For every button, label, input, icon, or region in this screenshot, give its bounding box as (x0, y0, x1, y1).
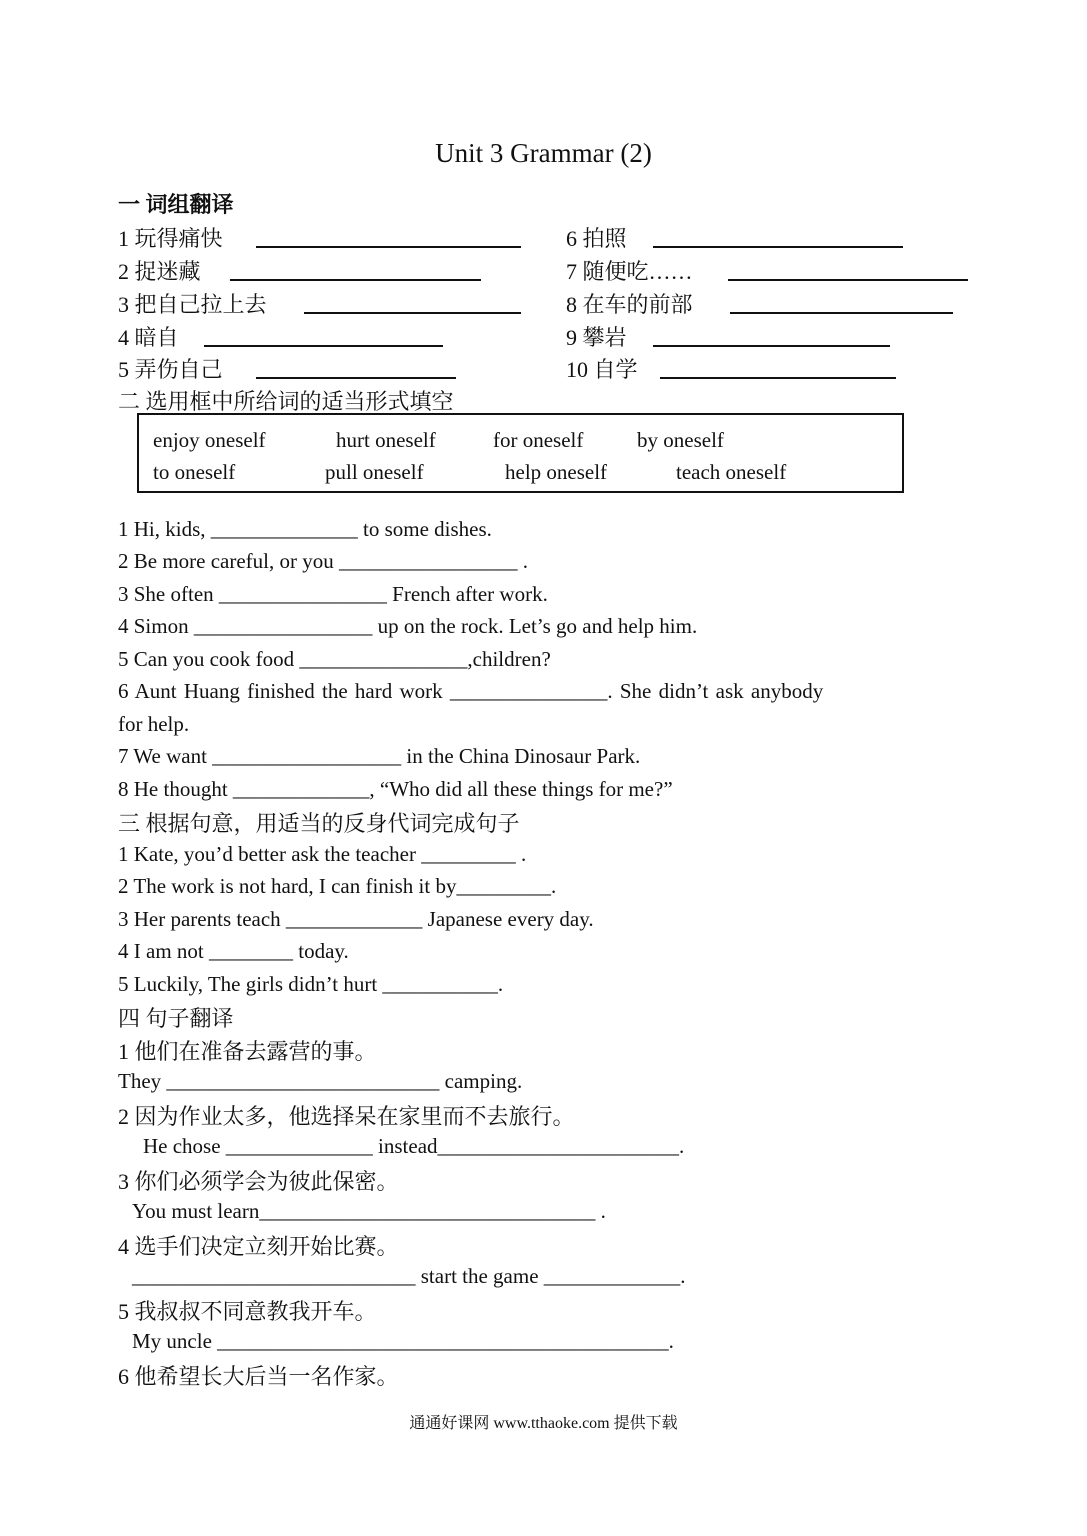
answer-blank[interactable] (660, 377, 896, 379)
word-option: for oneself (493, 428, 584, 452)
word-option: help oneself (505, 460, 608, 484)
chinese-prompt: 2 因为作业太多，他选择呆在家里而不去旅行。 (118, 1104, 575, 1129)
exercise-sentence: 2 The work is not hard, I can finish it by_________. (118, 874, 557, 898)
word-option: hurt oneself (336, 428, 436, 452)
answer-blank[interactable] (256, 377, 456, 379)
word-option: enjoy oneself (153, 428, 266, 452)
exercise-sentence: 5 Luckily, The girls didn’t hurt ___________. (118, 972, 504, 996)
page-footer: 通通好课网 www.tthaoke.com 提供下载 (409, 1415, 678, 1432)
translation-line: You must learn________________________________ . (132, 1199, 606, 1223)
word-option: pull oneself (325, 460, 424, 484)
exercise-sentence: 8 He thought _____________, “Who did all these things for me?” (118, 777, 673, 801)
phrase-item: 4 暗自 (118, 325, 179, 350)
word-option: teach oneself (676, 460, 787, 484)
page-title: Unit 3 Grammar (2) (435, 138, 652, 168)
answer-blank[interactable] (653, 246, 903, 248)
chinese-prompt: 3 你们必须学会为彼此保密。 (118, 1169, 399, 1194)
section-4-heading: 四 句子翻译 (118, 1006, 234, 1031)
word-box (137, 413, 904, 493)
translation-line: He chose ______________ instead_______________________. (143, 1134, 685, 1158)
section-1-heading: 一 词组翻译 (118, 192, 234, 217)
phrase-item: 5 弄伤自己 (118, 357, 223, 382)
exercise-sentence: 4 I am not ________ today. (118, 939, 349, 963)
answer-blank[interactable] (728, 279, 968, 281)
phrase-item: 1 玩得痛快 (118, 226, 223, 251)
phrase-item: 8 在车的前部 (566, 292, 693, 317)
word-option: to oneself (153, 460, 236, 484)
phrase-item: 7 随便吃…… (566, 259, 693, 284)
section-2-heading: 二 选用框中所给词的适当形式填空 (118, 389, 454, 414)
exercise-sentence: 2 Be more careful, or you _________________ . (118, 549, 529, 573)
answer-blank[interactable] (204, 345, 443, 347)
section-3-heading: 三 根据句意，用适当的反身代词完成句子 (118, 811, 520, 836)
answer-blank[interactable] (230, 279, 481, 281)
exercise-sentence: 5 Can you cook food ________________,children? (118, 647, 551, 671)
answer-blank[interactable] (653, 345, 890, 347)
answer-blank[interactable] (256, 246, 521, 248)
word-option: by oneself (637, 428, 724, 452)
chinese-prompt: 4 选手们决定立刻开始比赛。 (118, 1234, 399, 1259)
translation-line: They __________________________ camping. (118, 1069, 523, 1093)
phrase-item: 2 捉迷藏 (118, 259, 201, 284)
phrase-item: 3 把自己拉上去 (118, 292, 267, 317)
answer-blank[interactable] (304, 312, 521, 314)
exercise-sentence: 6 Aunt Huang finished the hard work _______________. She didn’t ask anybody (118, 679, 824, 703)
chinese-prompt: 1 他们在准备去露营的事。 (118, 1039, 377, 1064)
translation-line: ___________________________ start the game _____________. (132, 1264, 686, 1288)
exercise-sentence: 3 Her parents teach _____________ Japanese every day. (118, 907, 594, 931)
translation-line: My uncle ___________________________________________. (132, 1329, 674, 1353)
exercise-sentence: 3 She often ________________ French after work. (118, 582, 548, 606)
exercise-sentence: 4 Simon _________________ up on the rock. Let’s go and help him. (118, 614, 698, 638)
exercise-sentence: 1 Kate, you’d better ask the teacher _________ . (118, 842, 527, 866)
exercise-sentence-continued: for help. (118, 712, 190, 736)
phrase-item: 6 拍照 (566, 226, 627, 251)
exercise-sentence: 7 We want __________________ in the China Dinosaur Park. (118, 744, 641, 768)
chinese-prompt: 5 我叔叔不同意教我开车。 (118, 1299, 377, 1324)
phrase-item: 10 自学 (566, 357, 638, 382)
exercise-sentence: 1 Hi, kids, ______________ to some dishes. (118, 517, 492, 541)
phrase-item: 9 攀岩 (566, 325, 627, 350)
answer-blank[interactable] (730, 312, 953, 314)
chinese-prompt: 6 他希望长大后当一名作家。 (118, 1364, 399, 1389)
